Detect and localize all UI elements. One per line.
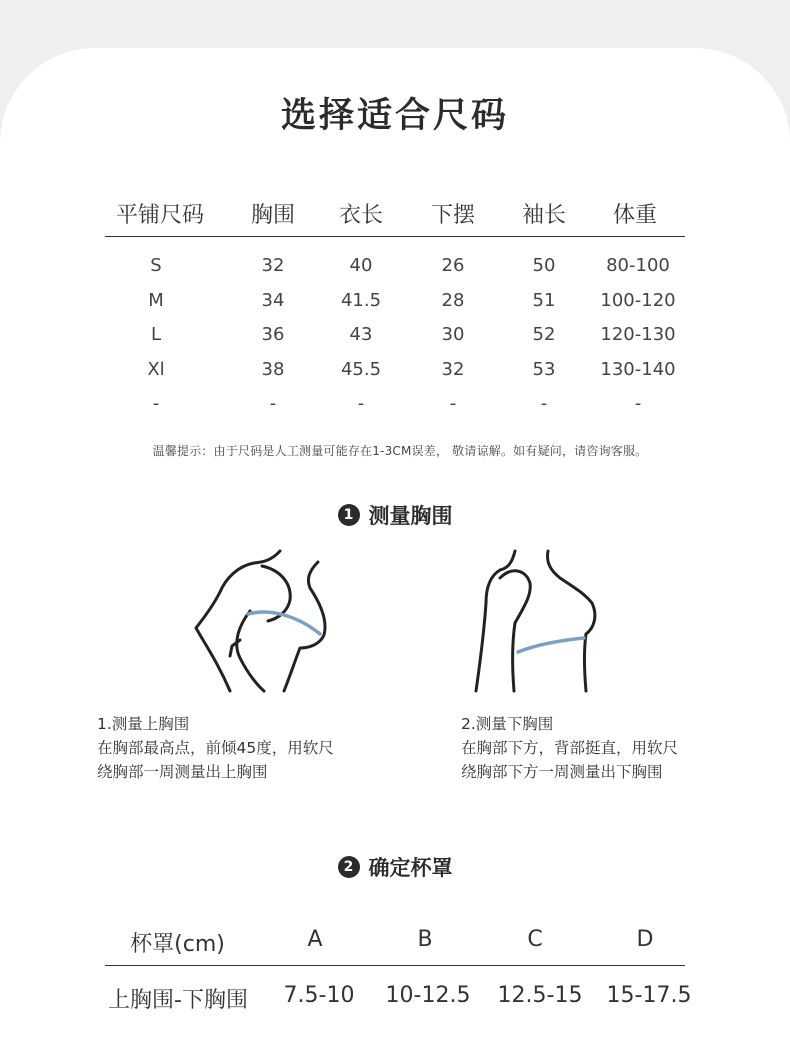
measure-lower-line2: 绕胸部下方一周测量出下胸围	[461, 763, 663, 781]
lower-chest-illustration	[460, 548, 620, 698]
size-header-hem: 下摆	[430, 203, 475, 228]
size-cell: 38	[261, 358, 285, 380]
size-header-length: 衣长	[338, 203, 383, 228]
size-cell: 100-120	[600, 289, 676, 311]
size-cell: 53	[532, 358, 556, 380]
cup-value-a: 7.5-10	[283, 983, 355, 1008]
size-cell: 50	[532, 255, 556, 276]
arm-outline	[500, 571, 530, 691]
size-cell: S	[150, 255, 162, 276]
cup-header-b: B	[417, 927, 433, 952]
size-table-divider	[105, 236, 685, 237]
size-cell: 80-100	[606, 255, 670, 276]
size-cell: 32	[441, 358, 465, 380]
size-cell: 41.5	[340, 289, 382, 311]
measure-lower-line1: 在胸部下方，背部挺直，用软尺	[461, 739, 679, 757]
step-number-1: 1	[338, 504, 360, 526]
measure-upper-caption	[97, 712, 417, 784]
size-cell: 34	[261, 289, 285, 311]
size-cell: L	[150, 324, 162, 345]
measure-lower-title: 2.测量下胸围	[461, 715, 554, 733]
size-header-chest: 胸围	[250, 203, 295, 228]
measure-upper-title: 1.测量上胸围	[97, 715, 190, 733]
cup-table-divider	[105, 965, 685, 966]
size-cell: 28	[441, 289, 465, 311]
cup-value-b: 10-12.5	[385, 983, 471, 1008]
size-cell: -	[269, 393, 277, 414]
cup-header-a: A	[307, 927, 323, 952]
cup-header-d: D	[636, 927, 654, 952]
measuring-tape	[248, 612, 320, 634]
size-cell: M	[148, 289, 164, 311]
section-cup-size	[0, 852, 790, 882]
page-title: 选择适合尺码	[280, 96, 509, 136]
cup-header-c: C	[527, 927, 543, 952]
size-cell: 43	[349, 324, 373, 345]
torso-outline	[237, 611, 264, 691]
size-cell: -	[540, 393, 548, 414]
size-cell: -	[152, 393, 160, 414]
measure-upper-line1: 在胸部最高点，前倾45度，用软尺	[97, 739, 334, 757]
size-cell: 52	[532, 324, 556, 345]
measuring-tape	[518, 638, 584, 652]
size-cell: -	[449, 393, 457, 414]
size-note: 温馨提示：由于尺码是人工测量可能存在1-3CM误差， 敬请谅解。如有疑问，请咨询客服。	[152, 444, 648, 458]
size-header-size: 平铺尺码	[115, 203, 204, 228]
section-measure-chest	[0, 500, 790, 530]
size-cell: 45.5	[340, 358, 382, 380]
cup-header-label: 杯罩(cm)	[130, 932, 225, 957]
cup-value-d: 15-17.5	[606, 983, 692, 1008]
size-cell: -	[634, 393, 642, 414]
measure-lower-caption	[461, 712, 781, 784]
section-1-title: 测量胸围	[368, 504, 453, 528]
size-header-weight: 体重	[612, 203, 657, 228]
size-cell: 32	[261, 255, 285, 276]
size-cell: -	[357, 393, 365, 414]
size-cell: Xl	[147, 358, 165, 380]
step-number-2: 2	[338, 856, 360, 878]
measure-upper-line2: 绕胸部一周测量出上胸围	[97, 763, 268, 781]
size-cell: 26	[441, 255, 465, 276]
size-cell: 120-130	[600, 324, 676, 345]
cup-row-label: 上胸围-下胸围	[108, 988, 248, 1013]
upper-chest-illustration	[180, 548, 340, 698]
size-header-sleeve: 袖长	[521, 203, 566, 228]
size-cell: 130-140	[600, 358, 676, 380]
cup-value-c: 12.5-15	[497, 983, 583, 1008]
size-cell: 30	[441, 324, 465, 345]
breast-outline	[284, 562, 325, 691]
size-cell: 36	[261, 324, 285, 345]
size-cell: 51	[532, 289, 556, 311]
breast-outline	[548, 551, 595, 691]
size-cell: 40	[349, 255, 373, 276]
section-2-title: 确定杯罩	[368, 856, 453, 880]
